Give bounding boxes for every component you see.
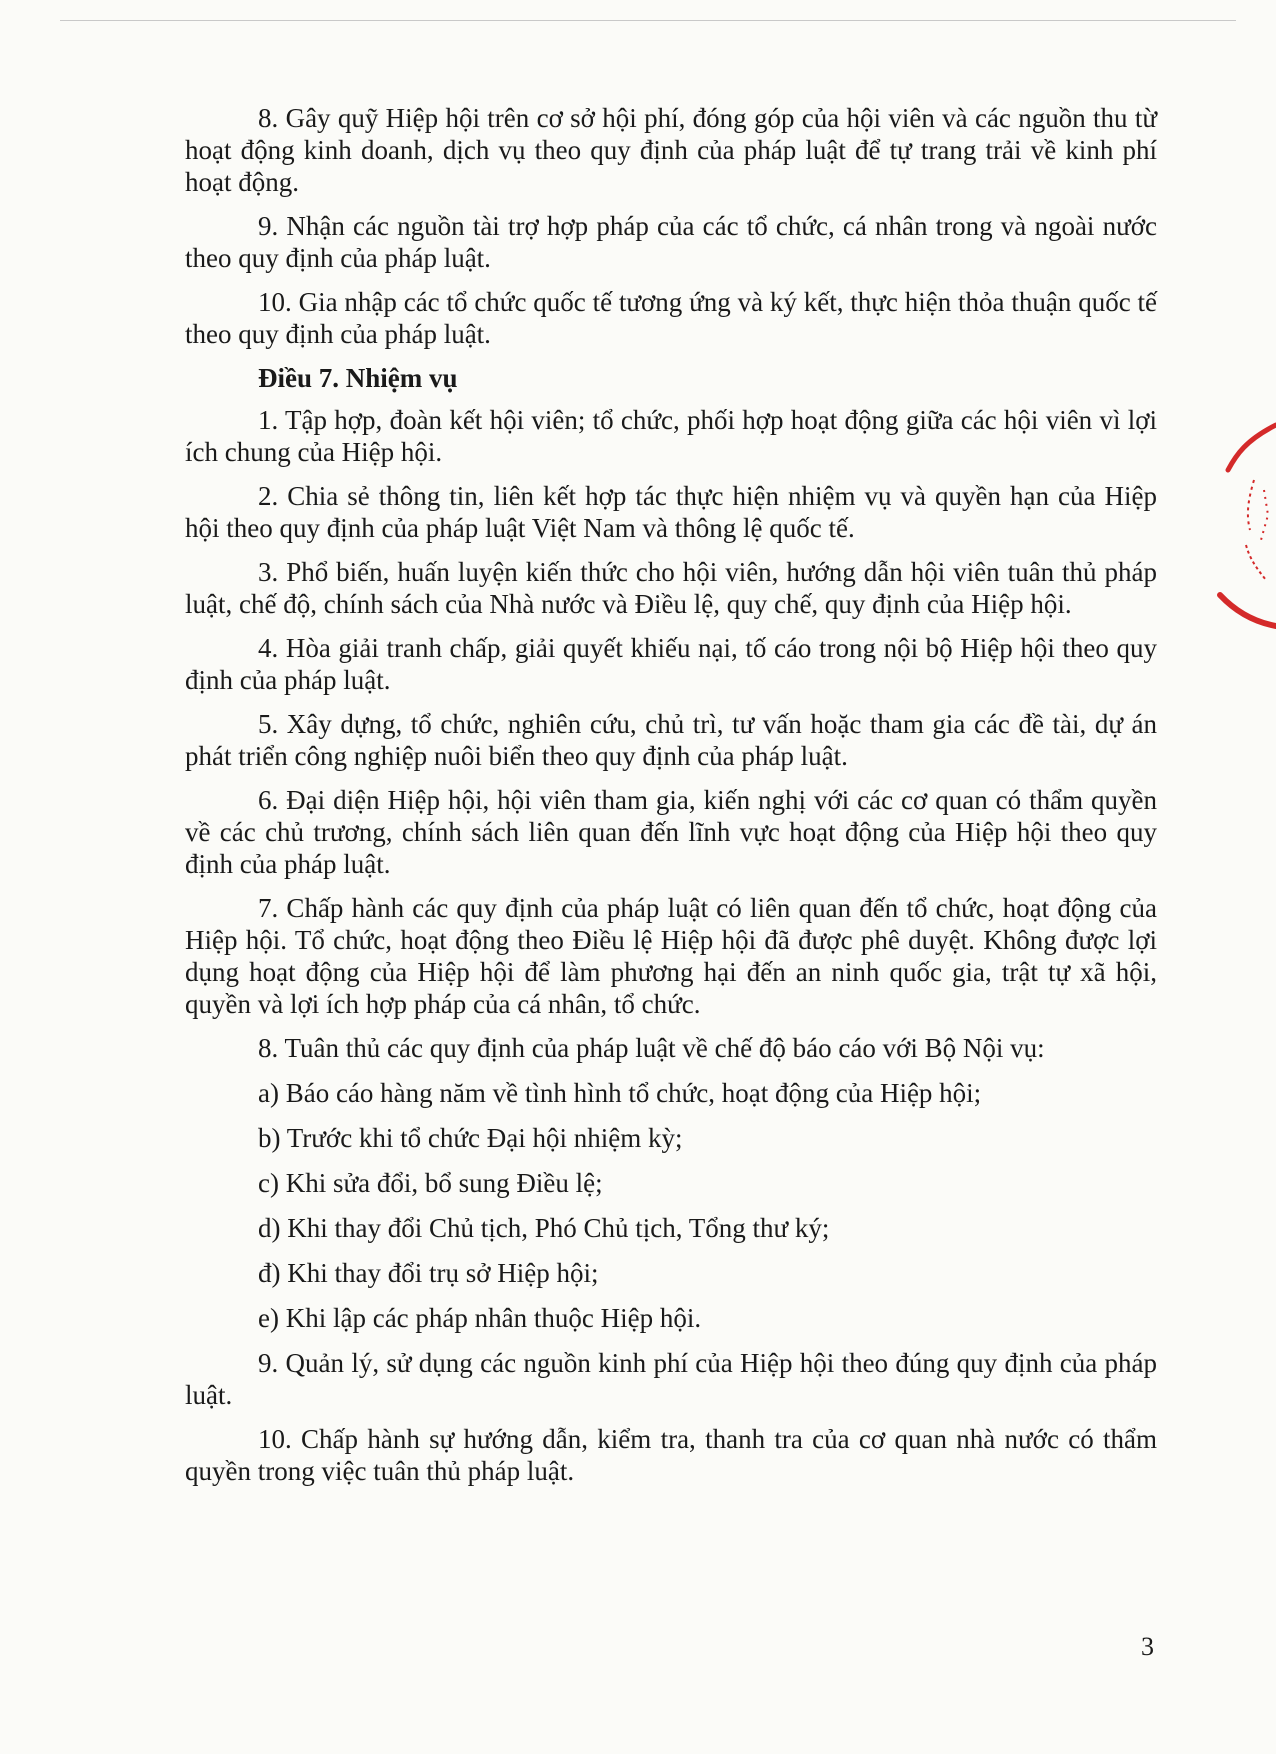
duty-4: 4. Hòa giải tranh chấp, giải quyết khiếu nại, tố cáo trong nội bộ Hiệp hội theo quy định của pháp luật. xyxy=(185,633,1157,695)
red-seal-fragment-icon xyxy=(1206,420,1276,630)
duty-1: 1. Tập hợp, đoàn kết hội viên; tổ chức, phối hợp hoạt động giữa các hội viên vì lợi ích chung của Hiệp hội. xyxy=(185,405,1157,467)
paragraph-9-sponsorship: 9. Nhận các nguồn tài trợ hợp pháp của các tổ chức, cá nhân trong và ngoài nước theo quy định của pháp luật. xyxy=(185,211,1157,273)
duty-3: 3. Phổ biến, huấn luyện kiến thức cho hội viên, hướng dẫn hội viên tuân thủ pháp luật, chế độ, chính sách của Nhà nước và Điều lệ, quy chế, quy định của Hiệp hội. xyxy=(185,557,1157,619)
duty-2: 2. Chia sẻ thông tin, liên kết hợp tác thực hiện nhiệm vụ và quyền hạn của Hiệp hội theo quy định của pháp luật Việt Nam và thông lệ quốc tế. xyxy=(185,481,1157,543)
sub-item-c: c) Khi sửa đổi, bổ sung Điều lệ; xyxy=(258,1168,603,1198)
sub-item-b: b) Trước khi tổ chức Đại hội nhiệm kỳ; xyxy=(258,1123,683,1153)
sub-item-a: a) Báo cáo hàng năm về tình hình tổ chức, hoạt động của Hiệp hội; xyxy=(258,1078,982,1108)
sub-item-e: e) Khi lập các pháp nhân thuộc Hiệp hội. xyxy=(258,1303,702,1333)
page-number: 3 xyxy=(1141,1632,1154,1661)
duty-6: 6. Đại diện Hiệp hội, hội viên tham gia, kiến nghị với các cơ quan có thẩm quyền về các chủ trương, chính sách liên quan đến lĩnh vực hoạt động của Hiệp hội theo quy định của pháp luật. xyxy=(185,785,1157,879)
paragraph-8-fundraising: 8. Gây quỹ Hiệp hội trên cơ sở hội phí, đóng góp của hội viên và các nguồn thu từ hoạt động kinh doanh, dịch vụ theo quy định của pháp luật để tự trang trải về kinh phí hoạt động. xyxy=(185,103,1157,197)
paragraph-10-international: 10. Gia nhập các tổ chức quốc tế tương ứng và ký kết, thực hiện thỏa thuận quốc tế theo quy định của pháp luật. xyxy=(185,287,1157,349)
document-body xyxy=(185,102,1157,1499)
article-7-heading: Điều 7. Nhiệm vụ xyxy=(258,363,458,393)
duty-10: 10. Chấp hành sự hướng dẫn, kiểm tra, thanh tra của cơ quan nhà nước có thẩm quyền trong việc tuân thủ pháp luật. xyxy=(185,1424,1157,1486)
duty-5: 5. Xây dựng, tổ chức, nghiên cứu, chủ trì, tư vấn hoặc tham gia các đề tài, dự án phát triển công nghiệp nuôi biển theo quy định của pháp luật. xyxy=(185,709,1157,771)
duty-7: 7. Chấp hành các quy định của pháp luật có liên quan đến tổ chức, hoạt động của Hiệp hội. Tổ chức, hoạt động theo Điều lệ Hiệp hội đã được phê duyệt. Không được lợi dụng hoạt động của Hiệp hội để làm phương hại đến an ninh quốc gia, trật tự xã hội, quyền và lợi ích hợp pháp của cá nhân, tổ chức. xyxy=(185,893,1157,1019)
sub-item-dd: đ) Khi thay đổi trụ sở Hiệp hội; xyxy=(258,1258,599,1288)
top-border-line xyxy=(60,20,1236,21)
sub-item-d: d) Khi thay đổi Chủ tịch, Phó Chủ tịch, Tổng thư ký; xyxy=(258,1213,830,1243)
duty-8: 8. Tuân thủ các quy định của pháp luật về chế độ báo cáo với Bộ Nội vụ: xyxy=(258,1033,1045,1063)
duty-9: 9. Quản lý, sử dụng các nguồn kinh phí của Hiệp hội theo đúng quy định của pháp luật. xyxy=(185,1348,1157,1410)
